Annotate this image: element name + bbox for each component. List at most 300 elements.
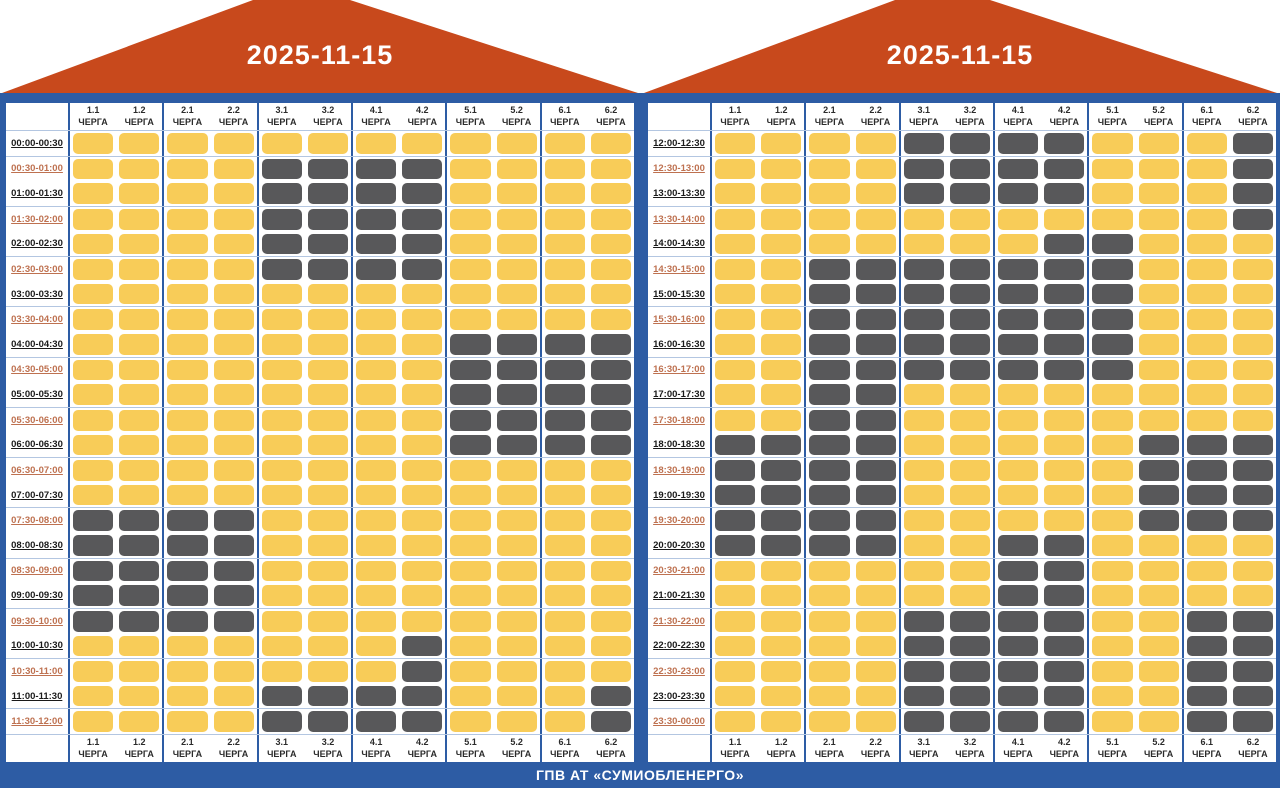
power-off-cell [1092, 234, 1132, 255]
power-on-cell [761, 284, 801, 305]
time-label: 14:30-15:00 [653, 263, 705, 275]
power-off-cell [998, 133, 1038, 154]
schedule-cell [305, 559, 351, 584]
power-on-cell [214, 360, 254, 381]
schedule-cell [1136, 533, 1182, 558]
power-on-cell [356, 410, 396, 431]
power-on-cell [1092, 510, 1132, 531]
power-on-cell [715, 334, 755, 355]
power-off-cell [856, 334, 896, 355]
power-off-cell [809, 435, 849, 456]
schedule-cell [853, 609, 899, 634]
table-row [6, 533, 634, 558]
schedule-cell [588, 382, 634, 407]
time-label: 23:30-00:00 [653, 716, 705, 728]
schedule-cell [257, 634, 305, 659]
power-on-cell [1139, 133, 1179, 154]
power-on-cell [591, 209, 631, 230]
power-on-cell [73, 209, 113, 230]
power-on-cell [119, 636, 159, 657]
schedule-board [0, 93, 1280, 788]
schedule-cell [540, 282, 588, 307]
power-on-cell [998, 435, 1038, 456]
power-on-cell [308, 309, 348, 330]
power-off-cell [904, 360, 944, 381]
schedule-cell [588, 433, 634, 458]
power-off-cell [998, 183, 1038, 204]
schedule-cell [1230, 282, 1276, 307]
schedule-cell [899, 609, 947, 634]
schedule-cell [1230, 583, 1276, 608]
power-off-cell [1233, 485, 1273, 506]
column-header: 3.2 ЧЕРГА [955, 737, 985, 759]
power-on-cell [308, 360, 348, 381]
schedule-cell [1182, 282, 1230, 307]
power-on-cell [402, 334, 442, 355]
power-off-cell [591, 384, 631, 405]
schedule-cell [710, 659, 758, 684]
schedule-cell [116, 684, 162, 709]
time-label: 13:00-13:30 [653, 188, 705, 200]
schedule-cell [68, 583, 116, 608]
power-off-cell [1139, 510, 1179, 531]
time-label: 20:30-21:00 [653, 565, 705, 577]
power-on-cell [450, 561, 490, 582]
schedule-cell [899, 483, 947, 508]
schedule-cell [1230, 684, 1276, 709]
column-header: 1.1 ЧЕРГА [710, 103, 758, 130]
schedule-cell [305, 358, 351, 383]
schedule-cell [899, 382, 947, 407]
power-on-cell [591, 510, 631, 531]
power-on-cell [591, 460, 631, 481]
schedule-cell [1041, 508, 1087, 533]
power-off-cell [1233, 661, 1273, 682]
time-label: 10:00-10:30 [11, 640, 63, 652]
schedule-cell [211, 282, 257, 307]
power-off-cell [356, 686, 396, 707]
time-label: 02:00-02:30 [11, 238, 63, 250]
schedule-cell [758, 634, 804, 659]
power-off-cell [214, 561, 254, 582]
power-off-cell [591, 334, 631, 355]
power-on-cell [167, 209, 207, 230]
schedule-cell [162, 609, 210, 634]
power-on-cell [1139, 611, 1179, 632]
power-on-cell [998, 410, 1038, 431]
schedule-cell [540, 332, 588, 357]
schedule-cell [1136, 433, 1182, 458]
schedule-cell [211, 508, 257, 533]
schedule-cell [116, 358, 162, 383]
power-on-cell [262, 384, 302, 405]
schedule-cell [211, 709, 257, 734]
power-on-cell [356, 384, 396, 405]
power-on-cell [1092, 384, 1132, 405]
power-off-cell [904, 686, 944, 707]
schedule-cell [116, 659, 162, 684]
power-off-cell [998, 334, 1038, 355]
power-off-cell [809, 410, 849, 431]
schedule-cell [1182, 382, 1230, 407]
column-header: 1.1 ЧЕРГА [710, 735, 758, 762]
power-off-cell [1044, 309, 1084, 330]
schedule-cell [399, 458, 445, 483]
schedule-cell [804, 358, 852, 383]
schedule-cell [1136, 232, 1182, 257]
power-on-cell [214, 133, 254, 154]
power-off-cell [214, 585, 254, 606]
schedule-cell [211, 307, 257, 332]
schedule-cell [710, 634, 758, 659]
column-header: 5.2 ЧЕРГА [501, 105, 532, 127]
schedule-cell [305, 332, 351, 357]
column-header: 4.2 ЧЕРГА [407, 105, 437, 127]
schedule-cell [899, 282, 947, 307]
power-off-cell [998, 535, 1038, 556]
power-on-cell [450, 585, 490, 606]
power-on-cell [591, 561, 631, 582]
schedule-cell [211, 382, 257, 407]
schedule-cell [758, 583, 804, 608]
schedule-cell [445, 131, 493, 156]
power-off-cell [856, 410, 896, 431]
time-label: 03:00-03:30 [11, 288, 63, 300]
schedule-cell [445, 382, 493, 407]
schedule-cell [116, 533, 162, 558]
schedule-cell [162, 207, 210, 232]
power-on-cell [761, 384, 801, 405]
schedule-cell [257, 508, 305, 533]
schedule-cell [993, 709, 1041, 734]
column-header: 4.2 ЧЕРГА [1049, 737, 1079, 759]
schedule-panel-am [6, 103, 634, 762]
power-off-cell [356, 209, 396, 230]
power-on-cell [73, 284, 113, 305]
schedule-cell [445, 157, 493, 182]
power-on-cell [262, 485, 302, 506]
schedule-cell [211, 207, 257, 232]
power-off-cell [856, 460, 896, 481]
table-row [648, 282, 1276, 307]
schedule-cell [116, 207, 162, 232]
schedule-cell [804, 157, 852, 182]
table-row [648, 658, 1276, 684]
schedule-cell [1230, 433, 1276, 458]
power-on-cell [1233, 535, 1273, 556]
power-off-cell [591, 410, 631, 431]
power-on-cell [761, 183, 801, 204]
schedule-cell [211, 684, 257, 709]
schedule-cell [494, 709, 540, 734]
schedule-cell [588, 458, 634, 483]
power-on-cell [545, 485, 585, 506]
power-off-cell [998, 309, 1038, 330]
schedule-cell [1182, 131, 1230, 156]
power-on-cell [119, 485, 159, 506]
power-on-cell [1139, 309, 1179, 330]
schedule-cell [993, 659, 1041, 684]
schedule-cell [947, 609, 993, 634]
power-on-cell [809, 561, 849, 582]
power-off-cell [167, 510, 207, 531]
power-on-cell [119, 384, 159, 405]
power-on-cell [715, 384, 755, 405]
time-label: 14:00-14:30 [653, 238, 705, 250]
schedule-cell [588, 408, 634, 433]
power-on-cell [1139, 209, 1179, 230]
schedule-cell [1136, 257, 1182, 282]
power-off-cell [998, 259, 1038, 280]
schedule-cell [540, 458, 588, 483]
time-label: 21:00-21:30 [653, 590, 705, 602]
schedule-cell [758, 207, 804, 232]
power-on-cell [761, 360, 801, 381]
schedule-cell [1136, 609, 1182, 634]
schedule-cell [588, 559, 634, 584]
schedule-cell [116, 709, 162, 734]
power-on-cell [497, 661, 537, 682]
power-off-cell [545, 384, 585, 405]
power-on-cell [1187, 209, 1227, 230]
schedule-cell [494, 207, 540, 232]
schedule-cell [445, 583, 493, 608]
power-off-cell [1092, 360, 1132, 381]
column-header: 2.1 ЧЕРГА [162, 735, 210, 762]
power-on-cell [1139, 234, 1179, 255]
table-row [648, 608, 1276, 634]
column-header: 2.2 ЧЕРГА [218, 737, 249, 759]
power-on-cell [167, 410, 207, 431]
table-row [6, 457, 634, 483]
power-on-cell [1139, 585, 1179, 606]
schedule-cell [494, 382, 540, 407]
schedule-cell [710, 508, 758, 533]
power-on-cell [73, 485, 113, 506]
power-on-cell [591, 585, 631, 606]
schedule-cell [399, 282, 445, 307]
column-footer-row [648, 734, 1276, 762]
schedule-cell [758, 131, 804, 156]
power-on-cell [167, 334, 207, 355]
footer-title: ГПВ АТ «СУМИОБЛЕНЕРГО» [536, 767, 744, 783]
time-label: 17:30-18:00 [653, 414, 705, 426]
power-off-cell [998, 711, 1038, 732]
schedule-cell [1136, 382, 1182, 407]
power-on-cell [356, 133, 396, 154]
power-on-cell [450, 510, 490, 531]
table-row [648, 684, 1276, 709]
column-header: 2.1 ЧЕРГА [804, 103, 852, 130]
schedule-cell [351, 232, 399, 257]
schedule-cell [305, 684, 351, 709]
power-off-cell [119, 510, 159, 531]
power-on-cell [450, 661, 490, 682]
column-header: 5.2 ЧЕРГА [1143, 737, 1174, 759]
column-header: 1.2 ЧЕРГА [766, 737, 796, 759]
time-label: 07:00-07:30 [11, 489, 63, 501]
schedule-cell [494, 483, 540, 508]
power-on-cell [856, 183, 896, 204]
schedule-cell [758, 684, 804, 709]
power-off-cell [1187, 636, 1227, 657]
schedule-cell [540, 131, 588, 156]
schedule-cell [804, 709, 852, 734]
power-on-cell [1187, 133, 1227, 154]
schedule-cell [804, 232, 852, 257]
power-on-cell [856, 711, 896, 732]
power-on-cell [1187, 561, 1227, 582]
power-on-cell [545, 309, 585, 330]
schedule-date-right: 2025-11-15 [886, 40, 1034, 70]
power-on-cell [591, 183, 631, 204]
schedule-cell [758, 157, 804, 182]
power-on-cell [809, 711, 849, 732]
power-on-cell [167, 159, 207, 180]
time-label: 17:00-17:30 [653, 389, 705, 401]
schedule-cell [494, 157, 540, 182]
schedule-cell [947, 684, 993, 709]
column-footer-row [6, 734, 634, 762]
power-off-cell [856, 284, 896, 305]
power-off-cell [73, 561, 113, 582]
power-on-cell [1092, 686, 1132, 707]
power-on-cell [497, 259, 537, 280]
power-on-cell [1092, 711, 1132, 732]
power-on-cell [497, 209, 537, 230]
power-on-cell [1092, 485, 1132, 506]
power-on-cell [214, 435, 254, 456]
power-off-cell [591, 686, 631, 707]
power-on-cell [950, 410, 990, 431]
power-on-cell [402, 284, 442, 305]
schedule-cell [947, 634, 993, 659]
power-on-cell [119, 159, 159, 180]
power-on-cell [356, 535, 396, 556]
power-off-cell [1233, 159, 1273, 180]
schedule-cell [1087, 232, 1135, 257]
schedule-cell [899, 408, 947, 433]
schedule-cell [540, 433, 588, 458]
power-on-cell [950, 234, 990, 255]
column-header: 3.2 ЧЕРГА [313, 105, 343, 127]
power-on-cell [402, 535, 442, 556]
schedule-cell [211, 458, 257, 483]
schedule-cell [399, 157, 445, 182]
schedule-cell [68, 382, 116, 407]
schedule-cell [710, 609, 758, 634]
power-on-cell [998, 485, 1038, 506]
schedule-cell [399, 709, 445, 734]
schedule-cell [1087, 684, 1135, 709]
schedule-cell [853, 207, 899, 232]
schedule-cell [494, 659, 540, 684]
schedule-cell [758, 358, 804, 383]
schedule-cell [1041, 232, 1087, 257]
power-on-cell [119, 259, 159, 280]
power-on-cell [1139, 259, 1179, 280]
power-on-cell [73, 133, 113, 154]
schedule-cell [116, 131, 162, 156]
schedule-cell [588, 232, 634, 257]
schedule-cell [947, 508, 993, 533]
schedule-cell [1136, 282, 1182, 307]
power-off-cell [904, 334, 944, 355]
schedule-cell [445, 659, 493, 684]
power-on-cell [167, 133, 207, 154]
schedule-cell [1230, 382, 1276, 407]
power-on-cell [1139, 360, 1179, 381]
power-on-cell [1044, 410, 1084, 431]
power-off-cell [809, 334, 849, 355]
power-off-cell [809, 535, 849, 556]
schedule-cell [68, 609, 116, 634]
column-header: 5.1 ЧЕРГА [1087, 735, 1135, 762]
power-on-cell [308, 435, 348, 456]
power-on-cell [262, 410, 302, 431]
schedule-cell [211, 559, 257, 584]
power-on-cell [1139, 711, 1179, 732]
schedule-cell [1041, 332, 1087, 357]
schedule-cell [1182, 433, 1230, 458]
power-off-cell [856, 259, 896, 280]
power-on-cell [715, 284, 755, 305]
power-on-cell [356, 661, 396, 682]
table-row [648, 407, 1276, 433]
power-on-cell [545, 585, 585, 606]
power-off-cell [402, 636, 442, 657]
schedule-cell [804, 131, 852, 156]
power-on-cell [950, 510, 990, 531]
power-on-cell [1139, 636, 1179, 657]
power-on-cell [308, 561, 348, 582]
power-on-cell [73, 636, 113, 657]
schedule-cell [116, 307, 162, 332]
schedule-cell [588, 257, 634, 282]
schedule-cell [305, 634, 351, 659]
power-off-cell [262, 686, 302, 707]
schedule-cell [445, 232, 493, 257]
power-on-cell [356, 636, 396, 657]
power-off-cell [1233, 510, 1273, 531]
power-on-cell [1187, 334, 1227, 355]
schedule-cell [211, 433, 257, 458]
power-on-cell [308, 133, 348, 154]
time-label: 16:00-16:30 [653, 338, 705, 350]
power-on-cell [1187, 535, 1227, 556]
schedule-cell [710, 307, 758, 332]
power-on-cell [1233, 309, 1273, 330]
power-on-cell [545, 460, 585, 481]
power-on-cell [1187, 234, 1227, 255]
power-on-cell [402, 510, 442, 531]
schedule-cell [257, 181, 305, 206]
power-off-cell [1044, 334, 1084, 355]
power-off-cell [1044, 259, 1084, 280]
power-on-cell [761, 611, 801, 632]
time-label: 21:30-22:00 [653, 615, 705, 627]
power-off-cell [856, 510, 896, 531]
schedule-cell [853, 458, 899, 483]
schedule-cell [804, 282, 852, 307]
header-spacer [648, 103, 710, 130]
power-on-cell [119, 334, 159, 355]
schedule-cell [1136, 458, 1182, 483]
schedule-cell [853, 583, 899, 608]
schedule-cell [494, 583, 540, 608]
power-on-cell [950, 209, 990, 230]
power-off-cell [904, 259, 944, 280]
